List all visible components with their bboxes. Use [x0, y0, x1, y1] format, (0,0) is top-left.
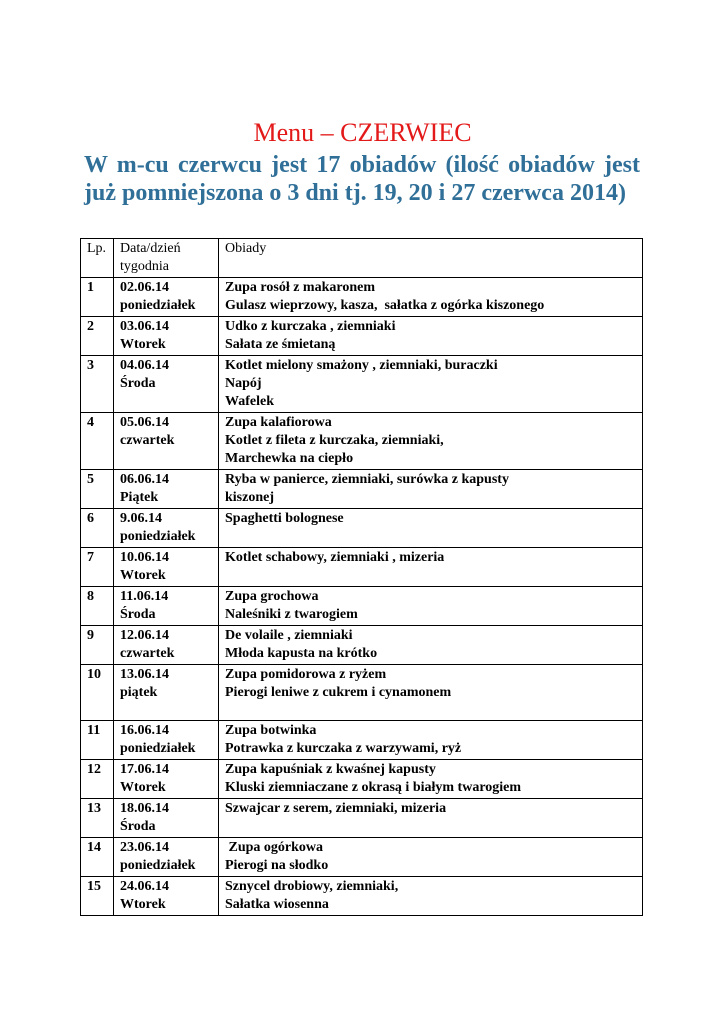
row-meal: Zupa kalafiorowa	[225, 415, 332, 430]
row-meal: Potrawka z kurczaka z warzywami, ryż	[225, 741, 462, 756]
header-date	[114, 239, 219, 278]
row-meal: Udko z kurczaka , ziemniaki	[225, 319, 396, 334]
table-row	[81, 626, 643, 665]
row-day: Wtorek	[120, 780, 166, 795]
row-meal: Naleśniki z twarogiem	[225, 607, 358, 622]
row-date: 13.06.14	[120, 667, 169, 682]
row-meal: Zupa kapuśniak z kwaśnej kapusty	[225, 762, 436, 777]
row-meals-cell	[219, 548, 643, 587]
table-row	[81, 470, 643, 509]
table-row	[81, 317, 643, 356]
header-date-line2: tygodnia	[120, 259, 169, 274]
table-row	[81, 509, 643, 548]
row-lp: 4	[81, 413, 114, 470]
row-meal: Sznycel drobiowy, ziemniaki,	[225, 879, 399, 894]
table-row	[81, 413, 643, 470]
row-meal: Kotlet schabowy, ziemniaki , mizeria	[225, 550, 445, 565]
row-date: 23.06.14	[120, 840, 169, 855]
row-date-cell	[114, 470, 219, 509]
row-date-cell	[114, 877, 219, 916]
row-date: 17.06.14	[120, 762, 169, 777]
row-meal: Szwajcar z serem, ziemniaki, mizeria	[225, 801, 447, 816]
row-day: poniedziałek	[120, 741, 196, 756]
table-row	[81, 587, 643, 626]
row-lp: 9	[81, 626, 114, 665]
row-lp: 11	[81, 721, 114, 760]
row-meals-cell	[219, 838, 643, 877]
table-row	[81, 278, 643, 317]
row-meal: Sałatka wiosenna	[225, 897, 329, 912]
menu-table	[80, 238, 643, 916]
row-day: Wtorek	[120, 897, 166, 912]
row-meal: Wafelek	[225, 394, 274, 409]
row-meal: Pierogi na słodko	[225, 858, 329, 873]
row-meal: Młoda kapusta na krótko	[225, 646, 378, 661]
table-row	[81, 838, 643, 877]
row-date-cell	[114, 413, 219, 470]
row-date: 02.06.14	[120, 280, 169, 295]
row-meal: Zupa ogórkowa	[225, 840, 324, 855]
row-lp: 5	[81, 470, 114, 509]
row-day: Środa	[120, 607, 156, 622]
table-row	[81, 799, 643, 838]
row-day: Wtorek	[120, 568, 166, 583]
row-day: poniedziałek	[120, 298, 196, 313]
table-row	[81, 665, 643, 721]
row-date-cell	[114, 356, 219, 413]
row-date-cell	[114, 721, 219, 760]
row-date-cell	[114, 799, 219, 838]
row-meal: De volaile , ziemniaki	[225, 628, 353, 643]
table-row	[81, 356, 643, 413]
row-meal: Spaghetti bolognese	[225, 511, 344, 526]
table-row	[81, 760, 643, 799]
menu-table-body	[81, 278, 643, 916]
row-meals-cell	[219, 877, 643, 916]
row-meal: Kotlet z fileta z kurczaka, ziemniaki,	[225, 433, 444, 448]
row-meal: Zupa pomidorowa z ryżem	[225, 667, 387, 682]
row-day: poniedziałek	[120, 858, 196, 873]
table-row	[81, 877, 643, 916]
row-lp: 13	[81, 799, 114, 838]
row-meal: Kotlet mielony smażony , ziemniaki, buraczki	[225, 358, 498, 373]
row-meals-cell	[219, 587, 643, 626]
row-meal: Ryba w panierce, ziemniaki, surówka z kapusty	[225, 472, 509, 487]
row-lp: 6	[81, 509, 114, 548]
row-date: 05.06.14	[120, 415, 169, 430]
row-day: poniedziałek	[120, 529, 196, 544]
header-lp	[81, 239, 114, 278]
header-lp-label: Lp.	[87, 241, 107, 256]
row-date-cell	[114, 509, 219, 548]
row-date-cell	[114, 278, 219, 317]
row-date: 16.06.14	[120, 723, 169, 738]
row-day: piątek	[120, 685, 158, 700]
row-date-cell	[114, 760, 219, 799]
row-day: czwartek	[120, 433, 175, 448]
row-meal: Zupa grochowa	[225, 589, 319, 604]
row-lp: 10	[81, 665, 114, 721]
header-date-line1: Data/dzień	[120, 241, 181, 256]
row-meals-cell	[219, 760, 643, 799]
row-meal: Sałata ze śmietaną	[225, 337, 336, 352]
row-date-cell	[114, 317, 219, 356]
row-meals-cell	[219, 509, 643, 548]
row-day: Wtorek	[120, 337, 166, 352]
row-meals-cell	[219, 317, 643, 356]
row-date: 24.06.14	[120, 879, 169, 894]
row-meals-cell	[219, 413, 643, 470]
row-date: 11.06.14	[120, 589, 169, 604]
row-date: 18.06.14	[120, 801, 169, 816]
table-row	[81, 721, 643, 760]
row-meal: Napój	[225, 376, 262, 391]
header-meals	[219, 239, 643, 278]
row-meals-cell	[219, 665, 643, 721]
header-meals-label: Obiady	[225, 241, 267, 256]
row-date: 9.06.14	[120, 511, 162, 526]
row-lp: 12	[81, 760, 114, 799]
row-lp: 15	[81, 877, 114, 916]
row-meal: Pierogi leniwe z cukrem i cynamonem	[225, 685, 452, 700]
row-date-cell	[114, 626, 219, 665]
row-date-cell	[114, 838, 219, 877]
row-meal: Zupa rosół z makaronem	[225, 280, 375, 295]
row-date: 06.06.14	[120, 472, 169, 487]
row-date-cell	[114, 587, 219, 626]
row-day: Środa	[120, 376, 156, 391]
row-meals-cell	[219, 626, 643, 665]
row-meals-cell	[219, 278, 643, 317]
row-meals-cell	[219, 721, 643, 760]
row-lp: 3	[81, 356, 114, 413]
row-day: czwartek	[120, 646, 175, 661]
row-date: 12.06.14	[120, 628, 169, 643]
row-lp: 1	[81, 278, 114, 317]
row-lp: 8	[81, 587, 114, 626]
row-date: 03.06.14	[120, 319, 169, 334]
row-meal: Marchewka na ciepło	[225, 451, 354, 466]
row-lp: 7	[81, 548, 114, 587]
row-date-cell	[114, 548, 219, 587]
row-day: Piątek	[120, 490, 159, 505]
row-meal: Kluski ziemniaczane z okrasą i białym twarogiem	[225, 780, 522, 795]
table-header-row	[81, 239, 643, 278]
row-day: Środa	[120, 819, 156, 834]
row-date: 10.06.14	[120, 550, 169, 565]
row-meal: kiszonej	[225, 490, 274, 505]
row-meal: Zupa botwinka	[225, 723, 317, 738]
page-title: Menu – CZERWIEC	[253, 118, 472, 147]
row-meal: Gulasz wieprzowy, kasza, sałatka z ogórka kiszonego	[225, 298, 545, 313]
row-lp: 2	[81, 317, 114, 356]
row-meals-cell	[219, 799, 643, 838]
row-meals-cell	[219, 356, 643, 413]
row-date-cell	[114, 665, 219, 721]
page-subtitle: W m-cu czerwcu jest 17 obiadów (ilość obiadów jest już pomniejszona o 3 dni tj. 19, 20 i 27 czerwca 2014)	[84, 152, 640, 206]
row-date: 04.06.14	[120, 358, 169, 373]
row-meals-cell	[219, 470, 643, 509]
table-row	[81, 548, 643, 587]
row-lp: 14	[81, 838, 114, 877]
